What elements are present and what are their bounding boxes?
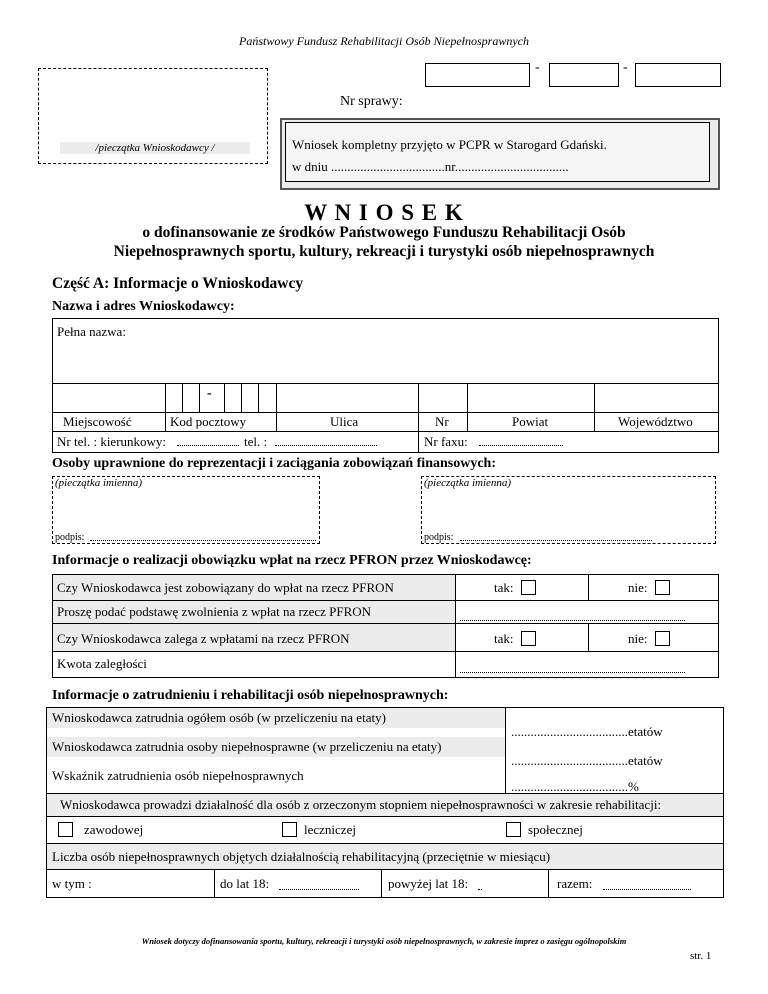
number-label: Nr bbox=[435, 414, 449, 429]
address-inputs-row[interactable] bbox=[53, 384, 718, 411]
employment-heading: Informacje o zatrudnieniu i rehabilitacji osób niepełnosprawnych: bbox=[52, 688, 449, 703]
rehab-vocational-label: zawodowej bbox=[84, 822, 144, 837]
employment-ratio-input[interactable]: ....................................% bbox=[511, 779, 639, 794]
county-label: Powiat bbox=[512, 414, 549, 429]
voivodeship-label: Województwo bbox=[618, 414, 693, 429]
street-label: Ulica bbox=[330, 414, 359, 429]
phone-area-code-input[interactable] bbox=[177, 445, 239, 446]
rehab-medical-label: leczniczej bbox=[304, 822, 356, 837]
part-a-heading: Część A: Informacje o Wnioskodawcy bbox=[52, 275, 304, 292]
phone-input[interactable] bbox=[275, 445, 377, 446]
employment-total-label: Wnioskodawca zatrudnia ogółem osób (w przeliczeniu na etaty) bbox=[52, 710, 386, 725]
postal-code-dash: - bbox=[207, 386, 212, 401]
rehab-social-checkbox[interactable] bbox=[506, 822, 521, 837]
pfron-arrears-no-label: nie: bbox=[628, 631, 648, 646]
rehab-count-label: Liczba osób niepełnosprawnych objętych działalnością rehabilitacyjną (przeciętnie w miesiącu) bbox=[52, 849, 551, 864]
rehab-social-label: społecznej bbox=[528, 822, 583, 837]
pfron-arrears-yes-checkbox[interactable] bbox=[521, 631, 536, 646]
pfron-question-exemption-label: Proszę podać podstawę zwolnienia z wpłat na rzecz PFRON bbox=[57, 604, 372, 619]
city-label: Miejscowość bbox=[63, 414, 132, 429]
pfron-obligated-no-label: nie: bbox=[628, 580, 648, 595]
phone-label: tel. : bbox=[244, 434, 268, 449]
rehab-under-18-label: do lat 18: bbox=[220, 876, 270, 891]
pfron-heading: Informacje o realizacji obowiązku wpłat na rzecz PFRON przez Wnioskodawcę: bbox=[52, 553, 532, 568]
representative-2-signature-label: podpis: bbox=[424, 532, 454, 543]
employment-disabled-label: Wnioskodawca zatrudnia osoby niepełnosprawne (w przeliczeniu na etaty) bbox=[52, 739, 442, 754]
received-line-1: Wniosek kompletny przyjęto w PCPR w Starogard Gdański. bbox=[292, 137, 607, 152]
rehab-vocational-checkbox[interactable] bbox=[58, 822, 73, 837]
postal-code-label: Kod pocztowy bbox=[170, 414, 247, 429]
rehab-activity-label: Wnioskodawca prowadzi działalność dla osób z orzeczonym stopniem niepełnosprawności w zakresie rehabilitacji: bbox=[60, 797, 662, 812]
pfron-arrears-yes-label: tak: bbox=[494, 631, 514, 646]
pfron-arrears-amount-input[interactable] bbox=[460, 672, 685, 673]
rehab-count-including-label: w tym : bbox=[52, 876, 92, 891]
case-number-field-1[interactable] bbox=[425, 63, 530, 87]
rehab-total-label: razem: bbox=[557, 876, 593, 891]
case-number-separator: - bbox=[623, 60, 628, 75]
pfron-question-obligated-label: Czy Wnioskodawca jest zobowiązany do wpłat na rzecz PFRON bbox=[57, 580, 394, 595]
full-name-label: Pełna nazwa: bbox=[57, 324, 126, 339]
page-header: Państwowy Fundusz Rehabilitacji Osób Niepełnosprawnych bbox=[239, 34, 529, 48]
employment-total-input[interactable]: ....................................etatów bbox=[511, 724, 663, 739]
subtitle-line-1: o dofinansowanie ze środków Państwowego Funduszu Rehabilitacji Osób bbox=[142, 224, 626, 241]
pfron-exemption-input[interactable] bbox=[460, 620, 685, 621]
pfron-arrears-no-checkbox[interactable] bbox=[655, 631, 670, 646]
fax-label: Nr faxu: bbox=[424, 434, 468, 449]
page-footer: Wniosek dotyczy dofinansowania sportu, kultury, rekreacji i turystyki osób niepełnosprawnych, w zakresie imprez o zasięgu ogólnopolskim bbox=[141, 936, 627, 946]
representative-2-signature-input[interactable] bbox=[460, 540, 652, 541]
employment-disabled-input[interactable]: ....................................etatów bbox=[511, 753, 663, 768]
page-title: W N I O S E K bbox=[304, 200, 464, 225]
phone-area-code-label: Nr tel. : kierunkowy: bbox=[57, 434, 167, 449]
rehab-medical-checkbox[interactable] bbox=[282, 822, 297, 837]
name-address-heading: Nazwa i adres Wnioskodawcy: bbox=[52, 299, 235, 314]
rehab-over-18-label: powyżej lat 18: bbox=[388, 876, 469, 891]
case-number-label: Nr sprawy: bbox=[340, 94, 403, 109]
rehab-over-18-input[interactable] bbox=[478, 889, 482, 890]
full-name-input[interactable] bbox=[53, 343, 718, 383]
case-number-field-3[interactable] bbox=[635, 63, 721, 87]
rehab-under-18-input[interactable] bbox=[279, 889, 359, 890]
page-number: str. 1 bbox=[690, 950, 712, 962]
pfron-question-arrears-label: Czy Wnioskodawca zalega z wpłatami na rzecz PFRON bbox=[57, 631, 350, 646]
received-line-2[interactable]: w dniu ...................................nr................................... bbox=[292, 159, 569, 174]
representative-2-stamp-label: (pieczątka imienna) bbox=[424, 477, 512, 489]
employment-ratio-label: Wskaźnik zatrudnienia osób niepełnosprawnych bbox=[52, 768, 304, 783]
pfron-arrears-amount-label: Kwota zaległości bbox=[57, 656, 147, 671]
subtitle-line-2: Niepełnosprawnych sportu, kultury, rekreacji i turystyki osób niepełnosprawnych bbox=[113, 243, 655, 260]
representative-1-stamp-label: (pieczątka imienna) bbox=[55, 477, 143, 489]
case-number-field-2[interactable] bbox=[549, 63, 619, 87]
case-number-separator: - bbox=[535, 60, 540, 75]
pfron-obligated-yes-label: tak: bbox=[494, 580, 514, 595]
fax-input[interactable] bbox=[479, 445, 563, 446]
rehab-total-input[interactable] bbox=[603, 889, 691, 890]
representative-1-signature-input[interactable] bbox=[90, 540, 316, 541]
pfron-obligated-yes-checkbox[interactable] bbox=[521, 580, 536, 595]
applicant-stamp-label: /pieczątka Wnioskodawcy / bbox=[60, 142, 250, 154]
representative-1-signature-label: podpis: bbox=[55, 532, 85, 543]
pfron-obligated-no-checkbox[interactable] bbox=[655, 580, 670, 595]
representatives-heading: Osoby uprawnione do reprezentacji i zaciągania zobowiązań finansowych: bbox=[52, 456, 496, 471]
